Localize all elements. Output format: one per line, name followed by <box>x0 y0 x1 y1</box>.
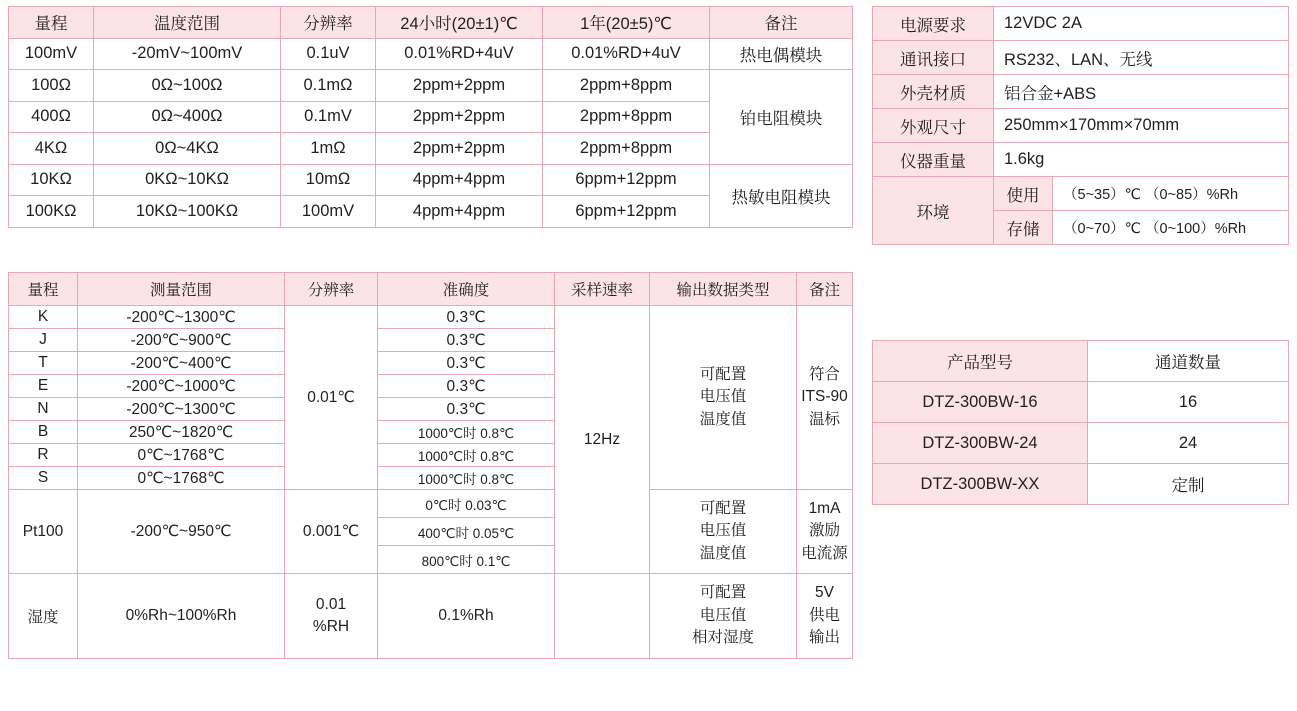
general-spec-table <box>872 6 1289 245</box>
table-header-row <box>9 7 853 39</box>
cell-1y: 6ppm+12ppm <box>543 196 710 228</box>
cell-note <box>797 490 853 574</box>
cell-temp-range: -20mV~100mV <box>94 38 281 70</box>
cell-measure-range: -200℃~950℃ <box>78 490 285 574</box>
cell-note: 铂电阻模块 <box>710 70 853 165</box>
output-line: 可配置 <box>699 499 747 517</box>
row-value-storage: （0~70）℃ （0~100）%Rh <box>1053 211 1289 245</box>
cell-temp-range: 0KΩ~10KΩ <box>94 164 281 196</box>
table-row <box>9 38 853 70</box>
cell-measure-range: -200℃~900℃ <box>78 329 285 352</box>
cell-1y: 2ppm+8ppm <box>543 133 710 165</box>
note-line: 5V <box>815 584 834 602</box>
cell-measure-range: 0℃~1768℃ <box>78 444 285 467</box>
note-line: 激励 <box>808 522 840 540</box>
cell-accuracy: 1000℃时 0.8℃ <box>378 467 555 490</box>
output-line: 相对湿度 <box>691 629 754 647</box>
table-header-row <box>873 341 1289 382</box>
cell-resolution: 1mΩ <box>281 133 376 165</box>
cell-temp-range: 0Ω~400Ω <box>94 101 281 133</box>
cell-accuracy: 0.3℃ <box>378 306 555 329</box>
cell-sample-rate-empty <box>555 574 650 659</box>
col-header-channels: 通道数量 <box>1088 341 1289 382</box>
col-header-sample-rate: 采样速率 <box>555 273 650 306</box>
cell-measure-range: 250℃~1820℃ <box>78 421 285 444</box>
model-table <box>872 340 1289 505</box>
col-header-temp-range: 温度范围 <box>94 7 281 39</box>
cell-range: 400Ω <box>9 101 94 133</box>
table-row <box>9 70 853 102</box>
row-label-environment: 环境 <box>873 177 994 245</box>
cell-resolution: 0.1mV <box>281 101 376 133</box>
cell-measure-range: -200℃~1300℃ <box>78 306 285 329</box>
cell-sensor-type: 湿度 <box>9 574 78 659</box>
row-value-interface: RS232、LAN、无线 <box>994 41 1289 75</box>
output-line: 温度值 <box>699 410 747 428</box>
cell-sensor-type: R <box>9 444 78 467</box>
row-value-material: 铝合金+ABS <box>994 75 1289 109</box>
output-line: 电压值 <box>699 606 747 624</box>
cell-sensor-type: Pt100 <box>9 490 78 574</box>
cell-channels: 24 <box>1088 423 1289 464</box>
output-line: 电压值 <box>699 522 747 540</box>
row-label-power: 电源要求 <box>873 7 994 41</box>
note-line: 供电 <box>808 606 840 624</box>
cell-resolution: 0.01℃ <box>285 306 378 490</box>
cell-accuracy: 0.1%Rh <box>378 574 555 659</box>
cell-sample-rate: 12Hz <box>555 306 650 574</box>
cell-output-type <box>650 490 797 574</box>
table-row <box>9 306 853 329</box>
table-header-row <box>9 273 853 306</box>
cell-sensor-type: J <box>9 329 78 352</box>
table-row <box>9 574 853 659</box>
col-header-resolution: 分辨率 <box>281 7 376 39</box>
cell-1y: 6ppm+12ppm <box>543 164 710 196</box>
cell-accuracy: 0.3℃ <box>378 398 555 421</box>
row-label-interface: 通讯接口 <box>873 41 994 75</box>
cell-24h: 2ppm+2ppm <box>376 70 543 102</box>
cell-resolution: 0.1mΩ <box>281 70 376 102</box>
cell-sensor-type: K <box>9 306 78 329</box>
row-sublabel-storage: 存储 <box>994 211 1053 245</box>
cell-accuracy: 1000℃时 0.8℃ <box>378 444 555 467</box>
cell-model: DTZ-300BW-16 <box>873 382 1088 423</box>
note-line: 温标 <box>808 410 840 428</box>
cell-resolution: 100mV <box>281 196 376 228</box>
cell-range: 100KΩ <box>9 196 94 228</box>
cell-range: 10KΩ <box>9 164 94 196</box>
cell-model: DTZ-300BW-XX <box>873 464 1088 505</box>
cell-sensor-type: N <box>9 398 78 421</box>
col-header-accuracy: 准确度 <box>378 273 555 306</box>
table-row <box>873 109 1289 143</box>
cell-sensor-type: T <box>9 352 78 375</box>
note-line: 1mA <box>808 499 841 517</box>
cell-note <box>797 306 853 490</box>
accuracy-spec-table <box>8 6 853 228</box>
output-line: 温度值 <box>699 544 747 562</box>
cell-temp-range: 10KΩ~100KΩ <box>94 196 281 228</box>
row-value-weight: 1.6kg <box>994 143 1289 177</box>
cell-resolution: 10mΩ <box>281 164 376 196</box>
cell-24h: 4ppm+4ppm <box>376 196 543 228</box>
row-label-weight: 仪器重量 <box>873 143 994 177</box>
output-line: 可配置 <box>699 584 747 602</box>
cell-range: 100mV <box>9 38 94 70</box>
cell-sensor-type: E <box>9 375 78 398</box>
cell-measure-range: 0℃~1768℃ <box>78 467 285 490</box>
row-sublabel-operating: 使用 <box>994 177 1053 211</box>
cell-resolution: 0.001℃ <box>285 490 378 574</box>
table-row <box>873 423 1289 464</box>
col-header-range: 量程 <box>9 273 78 306</box>
cell-measure-range: -200℃~400℃ <box>78 352 285 375</box>
cell-24h: 2ppm+2ppm <box>376 101 543 133</box>
cell-24h: 2ppm+2ppm <box>376 133 543 165</box>
col-header-range: 量程 <box>9 7 94 39</box>
note-line: 符合 <box>808 365 840 383</box>
row-label-material: 外壳材质 <box>873 75 994 109</box>
cell-24h: 0.01%RD+4uV <box>376 38 543 70</box>
resolution-line: %RH <box>312 618 350 635</box>
col-header-24h: 24小时(20±1)℃ <box>376 7 543 39</box>
cell-accuracy: 400℃时 0.05℃ <box>378 518 555 546</box>
col-header-model: 产品型号 <box>873 341 1088 382</box>
cell-measure-range: -200℃~1300℃ <box>78 398 285 421</box>
cell-measure-range: -200℃~1000℃ <box>78 375 285 398</box>
cell-resolution: 0.1uV <box>281 38 376 70</box>
table-row <box>873 143 1289 177</box>
cell-1y: 2ppm+8ppm <box>543 70 710 102</box>
cell-accuracy: 0℃时 0.03℃ <box>378 490 555 518</box>
cell-measure-range: 0%Rh~100%Rh <box>78 574 285 659</box>
row-value-power: 12VDC 2A <box>994 7 1289 41</box>
cell-temp-range: 0Ω~4KΩ <box>94 133 281 165</box>
cell-range: 100Ω <box>9 70 94 102</box>
cell-model: DTZ-300BW-24 <box>873 423 1088 464</box>
cell-accuracy: 0.3℃ <box>378 329 555 352</box>
cell-accuracy: 1000℃时 0.8℃ <box>378 421 555 444</box>
table-row <box>873 177 1289 211</box>
cell-1y: 2ppm+8ppm <box>543 101 710 133</box>
output-line: 电压值 <box>699 388 747 406</box>
cell-note: 热敏电阻模块 <box>710 164 853 227</box>
cell-temp-range: 0Ω~100Ω <box>94 70 281 102</box>
sensor-spec-table <box>8 272 853 659</box>
cell-24h: 4ppm+4ppm <box>376 164 543 196</box>
cell-sensor-type: S <box>9 467 78 490</box>
table-row <box>873 464 1289 505</box>
note-line: 电流源 <box>801 544 848 562</box>
cell-channels: 16 <box>1088 382 1289 423</box>
col-header-measure-range: 测量范围 <box>78 273 285 306</box>
cell-1y: 0.01%RD+4uV <box>543 38 710 70</box>
note-line: ITS-90 <box>801 388 848 406</box>
col-header-note: 备注 <box>710 7 853 39</box>
col-header-note: 备注 <box>797 273 853 306</box>
table-row <box>873 382 1289 423</box>
row-value-dimensions: 250mm×170mm×70mm <box>994 109 1289 143</box>
cell-accuracy: 0.3℃ <box>378 352 555 375</box>
table-row <box>873 7 1289 41</box>
cell-range: 4KΩ <box>9 133 94 165</box>
table-row <box>9 164 853 196</box>
cell-output-type <box>650 574 797 659</box>
table-row <box>873 41 1289 75</box>
col-header-1y: 1年(20±5)℃ <box>543 7 710 39</box>
cell-note: 热电偶模块 <box>710 38 853 70</box>
cell-output-type <box>650 306 797 490</box>
cell-accuracy: 800℃时 0.1℃ <box>378 546 555 574</box>
table-row <box>873 75 1289 109</box>
cell-accuracy: 0.3℃ <box>378 375 555 398</box>
output-line: 可配置 <box>699 365 747 383</box>
cell-sensor-type: B <box>9 421 78 444</box>
cell-resolution <box>285 574 378 659</box>
table-row <box>9 490 853 518</box>
resolution-line: 0.01 <box>315 595 347 613</box>
cell-note <box>797 574 853 659</box>
cell-channels: 定制 <box>1088 464 1289 505</box>
col-header-output-type: 输出数据类型 <box>650 273 797 306</box>
col-header-resolution: 分辨率 <box>285 273 378 306</box>
row-label-dimensions: 外观尺寸 <box>873 109 994 143</box>
note-line: 输出 <box>808 629 840 647</box>
row-value-operating: （5~35）℃ （0~85）%Rh <box>1053 177 1289 211</box>
